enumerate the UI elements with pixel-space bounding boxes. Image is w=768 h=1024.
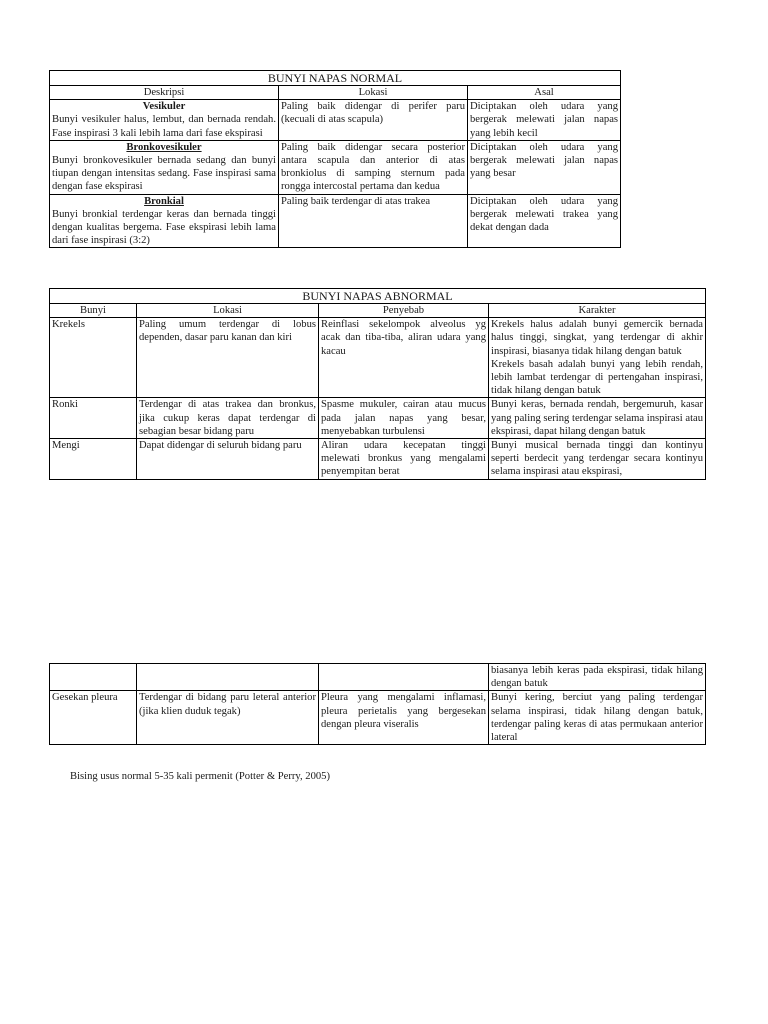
normal-table-title: BUNYI NAPAS NORMAL [50, 71, 621, 86]
karakter-cell [489, 318, 706, 398]
desc-cell [50, 100, 279, 141]
table-row [50, 194, 621, 248]
header-row [50, 304, 706, 318]
bunyi-cell: Ronki [50, 398, 137, 439]
lokasi-cell: Terdengar di atas trakea dan bronkus, jika cukup keras dapat terdengar di sebagian besar bidang paru [137, 398, 319, 439]
karakter-paragraph: Krekels basah adalah bunyi yang lebih rendah, lebih lambat terdengar di pertengahan inspirasi, tidak hilang dengan batuk [491, 358, 704, 397]
lokasi-cell [137, 664, 319, 691]
penyebab-cell: Reinflasi sekelompok alveolus yg acak dan tiba-tiba, aliran udara yang kacau [319, 318, 489, 398]
sound-description: Bunyi vesikuler halus, lembut, dan bernada rendah. Fase inspirasi 3 kali lebih lama dari fase ekspirasi [52, 114, 276, 139]
table-row [50, 439, 706, 480]
karakter-paragraph: Bunyi musical bernada tinggi dan kontinyu seperti berdecit yang terdengar secara kontinyu selama inspirasi atau ekspirasi, [491, 440, 704, 478]
bunyi-cell: Krekels [50, 318, 137, 398]
desc-cell [50, 140, 279, 194]
penyebab-cell: Aliran udara kecepatan tinggi melewati bronkus yang mengalami penyempitan berat [319, 439, 489, 480]
lokasi-cell: Dapat didengar di seluruh bidang paru [137, 439, 319, 480]
table-title-row [50, 289, 706, 304]
karakter-paragraph: Krekels halus adalah bunyi gemercik bernada halus tinggi, singkat, yang terdengar di akhir inspirasi, biasanya tidak hilang dengan batuk [491, 319, 704, 357]
sound-description: Bunyi bronkovesikuler bernada sedang dan bunyi tiupan dengan intensitas sedang. Fase inspirasi sama dengan fase ekspirasi [52, 155, 276, 193]
sound-name: Vesikuler [142, 101, 186, 113]
lokasi-cell: Paling baik terdengar di atas trakea [279, 194, 468, 248]
penyebab-cell: Pleura yang mengalami inflamasi, pleura perietalis yang bergesekan dengan pleura viseralis [319, 691, 489, 745]
lokasi-cell: Terdengar di bidang paru leteral anterior (jika klien duduk tegak) [137, 691, 319, 745]
desc-cell [50, 194, 279, 248]
header-asal: Asal [468, 86, 621, 100]
header-row [50, 86, 621, 100]
header-penyebab: Penyebab [319, 304, 489, 318]
lokasi-cell: Paling baik didengar secara posterior antara scapula dan anterior di atas bronkiolus di samping sternum pada rongga intercostal pertama dan kedua [279, 140, 468, 194]
table-row [50, 140, 621, 194]
table-row [50, 398, 706, 439]
asal-cell: Diciptakan oleh udara yang bergerak melewati jalan napas yang besar [468, 140, 621, 194]
karakter-paragraph: Bunyi keras, bernada rendah, bergemuruh, kasar yang paling sering terdengar selama inspirasi atau ekspirasi, dapat hilang dengan batuk [491, 399, 704, 437]
table-row [50, 100, 621, 141]
asal-cell: Diciptakan oleh udara yang bergerak melewati trakea yang dekat dengan dada [468, 194, 621, 248]
table-row [50, 691, 706, 745]
bunyi-cell: Mengi [50, 439, 137, 480]
asal-cell: Diciptakan oleh udara yang bergerak melewati jalan napas yang lebih kecil [468, 100, 621, 141]
karakter-cell: biasanya lebih keras pada ekspirasi, tidak hilang dengan batuk [489, 664, 706, 691]
footnote: Bising usus normal 5-35 kali permenit (Potter & Perry, 2005) [70, 771, 331, 782]
header-lokasi: Lokasi [279, 86, 468, 100]
abnormal-table-title: BUNYI NAPAS ABNORMAL [50, 289, 706, 304]
bunyi-cell: Gesekan pleura [50, 691, 137, 745]
bunyi-cell [50, 664, 137, 691]
sound-description: Bunyi bronkial terdengar keras dan bernada tinggi dengan kualitas bergema. Fase ekspirasi lebih lama dari fase inspirasi (3:2) [52, 208, 276, 247]
normal-breath-sounds-table [49, 70, 621, 248]
sound-name: Bronkial [144, 195, 184, 207]
penyebab-cell: Spasme mukuler, cairan atau mucus pada jalan napas yang besar, menyebabkan turbulensi [319, 398, 489, 439]
table-row [50, 318, 706, 398]
karakter-cell [489, 439, 706, 480]
header-deskripsi: Deskripsi [50, 86, 279, 100]
header-lokasi: Lokasi [137, 304, 319, 318]
table-title-row [50, 71, 621, 86]
penyebab-cell [319, 664, 489, 691]
abnormal-table-continued [49, 663, 706, 745]
sound-name: Bronkovesikuler [126, 141, 202, 153]
abnormal-breath-sounds-table [49, 288, 706, 480]
header-bunyi: Bunyi [50, 304, 137, 318]
karakter-cell [489, 398, 706, 439]
lokasi-cell: Paling umum terdengar di lobus dependen, dasar paru kanan dan kiri [137, 318, 319, 398]
table-row [50, 664, 706, 691]
header-karakter: Karakter [489, 304, 706, 318]
karakter-cell: Bunyi kering, berciut yang paling terdengar selama inspirasi, tidak hilang dengan batuk, terdengar paling keras di atas permukaan anterior lateral [489, 691, 706, 745]
lokasi-cell: Paling baik didengar di perifer paru (kecuali di atas scapula) [279, 100, 468, 141]
